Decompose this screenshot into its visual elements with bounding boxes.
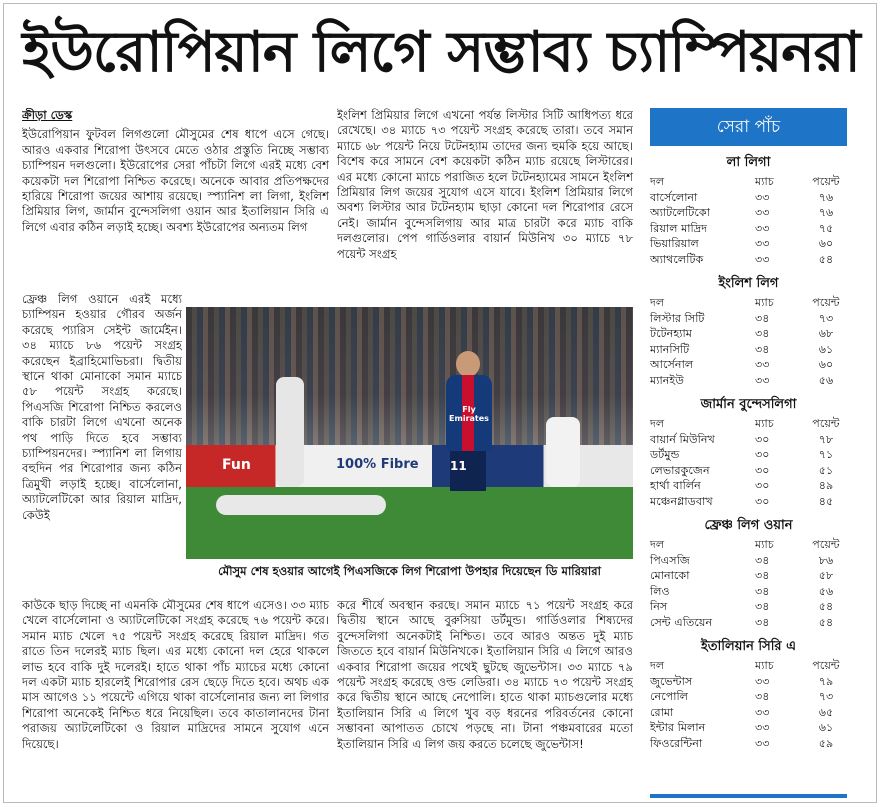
player-on-ground — [216, 495, 386, 515]
column-2-bottom — [337, 598, 633, 798]
league-table — [650, 416, 847, 509]
board-text-2: 100% Fibre — [336, 457, 419, 472]
team-cell: অ্যাটলেটিকো — [650, 206, 710, 219]
table-row — [650, 615, 847, 631]
header-cell: ম্যাচ — [755, 417, 774, 430]
table-header-row — [650, 658, 847, 674]
matches-cell: ৩৩ — [755, 237, 770, 250]
header-cell: পয়েন্ট — [812, 417, 840, 430]
points-cell: ৬০ — [818, 237, 834, 250]
matches-cell: ৩৪ — [755, 342, 770, 356]
points-cell: ৭৩ — [818, 311, 834, 325]
header-cell: দল — [650, 659, 665, 672]
header-cell: পয়েন্ট — [812, 659, 840, 672]
table-row — [650, 553, 847, 569]
table-row — [650, 674, 847, 690]
team-cell: ভিয়ারিয়াল — [650, 237, 699, 250]
league-title: ইংলিশ লিগ — [718, 276, 779, 291]
table-row — [650, 736, 847, 752]
league-title: লা লিগা — [726, 155, 771, 170]
article-text-1: ইউরোপিয়ান ফুটবল লিগগুলো মৌসুমের শেষ ধাপে এসে গেছে। আরও একবার শিরোপা উৎসবে মেতে ওঠার প্রস্তুতি নিচ্ছে সম্ভাব্য চ্যাম্পিয়ন দলগুলো। ইউরোপের সেরা পাঁচটা লিগে এরই মধ্যে বেশ কয়েকটা দল শিরোপা নিশ্চিত করেছে। অনেকে আবার প্রতিপক্ষদের হারিয়ে শিরোপা জয়ের আশায় রয়েছে। স্প্যানিশ লা লিগা, ইংলিশ প্রিমিয়ার লিগ, জার্মান বুন্দেসলিগা ওয়ান আর ইতালিয়ান সিরি এ লিগে এবার কঠিন লড়াই হচ্ছে। অবশ্য ইউরোপের অন্যতম লিগ — [22, 127, 329, 234]
column-1-top — [22, 108, 329, 288]
table-row — [650, 357, 847, 373]
matches-cell: ৩৪ — [755, 584, 770, 598]
matches-cell: ৩০ — [755, 432, 770, 446]
points-cell: ৪৯ — [818, 479, 834, 492]
shirt-sponsor: Fly Emirates — [449, 405, 489, 423]
team-cell: ডর্টমুন্ড — [650, 448, 680, 461]
matches-cell: ৩৩ — [755, 674, 770, 688]
table-row — [650, 599, 847, 615]
matches-cell: ৩০ — [755, 463, 770, 477]
table-row — [650, 326, 847, 342]
matches-cell: ৩৩ — [755, 221, 770, 235]
table-row — [650, 252, 847, 268]
header-cell: দল — [650, 417, 665, 430]
header-cell: পয়েন্ট — [812, 296, 840, 309]
table-row — [650, 478, 847, 494]
top-five-sidebar — [650, 108, 847, 751]
league-table — [650, 295, 847, 388]
team-cell: ইন্টার মিলান — [650, 721, 706, 734]
points-cell: ৭৬ — [818, 206, 834, 219]
matches-cell: ৩৪ — [755, 311, 770, 325]
points-cell: ৬১ — [818, 721, 834, 734]
team-cell: মঞ্চেনগ্লাডবাখ — [650, 494, 713, 508]
board-text-1: Fun — [222, 457, 251, 473]
sidebar-bottom-rule — [650, 794, 847, 798]
table-row — [650, 584, 847, 600]
header-cell: দল — [650, 538, 665, 551]
table-row — [650, 342, 847, 358]
team-cell: রিয়াল মাদ্রিদ — [650, 221, 708, 235]
matches-cell: ৩৩ — [755, 721, 770, 734]
matches-cell: ৩৩ — [755, 190, 770, 204]
table-row — [650, 205, 847, 221]
team-cell: আর্সেনাল — [650, 358, 694, 371]
article-text-4: ইংলিশ প্রিমিয়ার লিগে এখনো পর্যন্ত লিস্টার সিটি আধিপত্য ধরে রেখেছে। ৩৪ ম্যাচে ৭৩ পয়েন্ট সংগ্রহ করেছে তারা। তবে সমান ম্যাচে ৬৮ পয়েন্ট নিয়ে টটেনহ্যাম তাদের জন্য হুমকি হয়ে আছে। বিশেষ করে সামনে বেশ কয়েকটা কঠিন ম্যাচ রয়েছে লিস্টারের। এর মধ্যে কোনো ম্যাচে পরাজিত হলে টটেনহ্যামের সামনে ইংলিশ প্রিমিয়ার লিগ জয়ের সুযোগ এসে যাবে। ইংলিশ প্রিমিয়ার লিগে অবশ্য লিস্টার আর টটেনহ্যাম ছাড়া কোনো দল শিরোপার রেসে নেই। জার্মান বুন্দেসলিগায় আর মাত্র চারটা করে ম্যাচ বাকি দলগুলোর। পেপ গার্ডিওলার বায়ার্ন মিউনিখ ৩০ ম্যাচে ৭৮ পয়েন্ট সংগ্রহ — [337, 108, 633, 261]
matches-cell: ৩৩ — [755, 373, 770, 387]
league-table — [650, 537, 847, 630]
header-cell: ম্যাচ — [755, 538, 774, 551]
table-row — [650, 432, 847, 448]
table-row — [650, 494, 847, 510]
matches-cell: ৩৩ — [755, 705, 770, 719]
player-head — [456, 351, 480, 377]
team-cell: ফিওরেন্টিনা — [650, 736, 703, 750]
table-row — [650, 689, 847, 705]
points-cell: ৭৫ — [818, 221, 834, 235]
league-title: জার্মান বুন্দেসলিগা — [700, 397, 797, 412]
matches-cell: ৩৩ — [755, 358, 770, 371]
header-cell: ম্যাচ — [755, 175, 774, 188]
team-cell: মোনাকো — [650, 569, 690, 582]
header-cell: ম্যাচ — [755, 659, 774, 672]
header-cell: দল — [650, 296, 665, 309]
player-standing — [276, 377, 304, 487]
points-cell: ৬০ — [818, 358, 834, 371]
matches-cell: ৩৪ — [755, 569, 770, 582]
match-photo — [186, 307, 633, 559]
points-cell: ৭৯ — [818, 674, 834, 688]
points-cell: ৫৯ — [818, 736, 834, 750]
matches-cell: ৩০ — [755, 479, 770, 492]
team-cell: বায়ার্ন মিউনিখ — [650, 432, 715, 446]
team-cell: হার্থা বার্লিন — [650, 479, 701, 492]
team-cell: নেপোলি — [650, 690, 689, 703]
column-1-wrap — [22, 292, 182, 596]
matches-cell: ৩০ — [755, 448, 770, 461]
table-row — [650, 190, 847, 206]
header-cell: পয়েন্ট — [812, 175, 840, 188]
table-row — [650, 720, 847, 736]
matches-cell: ৩৪ — [755, 615, 770, 629]
table-row — [650, 447, 847, 463]
table-header-row — [650, 537, 847, 553]
table-row — [650, 463, 847, 479]
points-cell: ৫৬ — [818, 373, 834, 387]
team-cell: জুভেন্টাস — [650, 674, 693, 688]
matches-cell: ৩৪ — [755, 553, 770, 567]
header-cell: ম্যাচ — [755, 296, 774, 309]
points-cell: ৫৪ — [818, 252, 834, 266]
points-cell: ৫৮ — [818, 569, 834, 582]
team-cell: বার্সেলোনা — [650, 190, 698, 204]
table-row — [650, 705, 847, 721]
shirt-number: 11 — [450, 459, 467, 473]
byline: ক্রীড়া ডেস্ক — [22, 108, 73, 122]
points-cell: ৫৪ — [818, 600, 834, 613]
table-row — [650, 236, 847, 252]
team-cell: নিস — [650, 600, 668, 613]
points-cell: ৭৩ — [818, 690, 834, 703]
sidebar-title: সেরা পাঁচ — [650, 108, 847, 146]
points-cell: ৬৮ — [818, 327, 834, 340]
team-cell: টটেনহ্যাম — [650, 327, 692, 340]
points-cell: ৫১ — [818, 463, 834, 477]
matches-cell: ৩৩ — [755, 252, 770, 266]
table-header-row — [650, 295, 847, 311]
league-title: ফ্রেঞ্চ লিগ ওয়ান — [704, 518, 793, 533]
team-cell: সেন্ট এতিয়েন — [650, 615, 713, 629]
matches-cell: ৩৩ — [755, 736, 770, 750]
points-cell: ৫৬ — [818, 584, 834, 598]
league-table — [650, 174, 847, 267]
points-cell: ৭৬ — [818, 190, 834, 204]
points-cell: ৭৮ — [818, 432, 834, 446]
league-table — [650, 658, 847, 751]
team-cell: রোমা — [650, 705, 674, 719]
league-title: ইতালিয়ান সিরি এ — [701, 639, 796, 654]
points-cell: ৫৪ — [818, 615, 834, 629]
column-2-top — [337, 108, 633, 294]
matches-cell: ৩৪ — [755, 600, 770, 613]
team-cell: অ্যাথলেটিক — [650, 252, 704, 266]
player-bending — [546, 417, 580, 487]
table-row — [650, 373, 847, 389]
article-text-3: কাউকে ছাড় দিচ্ছে না এমনকি মৌসুমের শেষ ধাপে এসেও। ৩৩ ম্যাচ খেলে বার্সেলোনা ও অ্যাটলেটিকো সংগ্রহ করেছে ৭৬ পয়েন্ট করে। সমান ম্যাচ খেলে ৭৫ পয়েন্ট সংগ্রহ করেছে রিয়াল মাদ্রিদ। গত রাতে তিন দলেরই ম্যাচ ছিল। এর মধ্যে কোনো দল হেরে থাকলে লাভ হবে বাকি দুই দলেরই। হাতে থাকা পাঁচ ম্যাচের মধ্যে কোনো দল একটা ম্যাচ হারলেই শিরোপার রেস ছেড়ে দিতে হবে। অথচ এক মাস আগেও ১১ পয়েন্টে এগিয়ে থাকা বার্সেলোনার জন্য লা লিগার শিরোপা অনেকেই নিশ্চিত ধরে নিয়েছিল। তবে কাতালানদের টানা পরাজয় অ্যাটলেটিকো ও রিয়াল মাদ্রিদের সামনে সুযোগ এনে দিয়েছে। — [22, 598, 329, 751]
article-text-2: ফ্রেঞ্চ লিগ ওয়ানে এরই মধ্যে চ্যাম্পিয়ন হওয়ার গৌরব অর্জন করেছে প্যারিস সেইন্ট জার্মেইন। ৩৪ ম্যাচে ৮৬ পয়েন্ট সংগ্রহ করেছেন ইব্রাহিমোভিচরা। দ্বিতীয় স্থানে থাকা মোনাকো সমান ম্যাচে ৫৮ পয়েন্ট সংগ্রহ করেছে। পিএসজি শিরোপা নিশ্চিত করলেও বাকি চারটা লিগে এখনো অনেক পথ পাড়ি দিতে হবে সম্ভাব্য চ্যাম্পিয়নদের। স্প্যানিশ লা লিগায় বহুদিন পর শিরোপার জন্য কঠিন ত্রিমুখী লড়াই হচ্ছে। বার্সেলোনা, অ্যাটলেটিকো আর রিয়াল মাদ্রিদ, কেউই — [22, 292, 182, 522]
celebrating-player — [436, 347, 498, 519]
points-cell: ৭১ — [818, 448, 834, 461]
points-cell: ৮৬ — [818, 553, 834, 567]
headline: ইউরোপিয়ান লিগে সম্ভাব্য চ্যাম্পিয়নরা — [22, 19, 860, 85]
table-header-row — [650, 416, 847, 432]
table-row — [650, 568, 847, 584]
team-cell: লিস্টার সিটি — [650, 311, 705, 325]
matches-cell: ৩৪ — [755, 690, 770, 703]
team-cell: লেভারকুজেন — [650, 463, 710, 477]
article-text-5: করে শীর্ষে অবস্থান করছে। সমান ম্যাচে ৭১ পয়েন্ট সংগ্রহ করে দ্বিতীয় স্থানে আছে বুরুসিয়া ডর্টমুন্ড। গার্ডিওলার শিষ্যদের বুন্দেসলিগা অনেকটাই নিশ্চিত। তবে আরও অন্তত দুই ম্যাচ জিততে হবে বায়ার্ন মিউনিখকে। ইতালিয়ান সিরি এ লিগে আরও একবার শিরোপা জয়ের পথেই ছুটছে জুভেন্টাস। ৩৩ ম্যাচে ৭৯ পয়েন্ট সংগ্রহ করেছে ওল্ড লেডিরা। ৩৪ ম্যাচে ৭৩ পয়েন্ট সংগ্রহ করে দ্বিতীয় স্থানে আছে নেপোলি। হাতে থাকা ম্যাচগুলোর মধ্যে ইতালিয়ান সিরি এ লিগে খুব বড় ধরনের পরিবর্তনের কোনো সম্ভাবনা আপাতত চোখে পড়ছে না। টানা পঞ্চমবারের মতো ইতালিয়ান সিরি এ লিগ জয় করতে চলেছে জুভেন্টাস! — [337, 598, 633, 751]
header-cell: পয়েন্ট — [812, 538, 840, 551]
team-cell: লিও — [650, 584, 670, 598]
points-cell: ৬৫ — [818, 705, 834, 719]
table-header-row — [650, 174, 847, 190]
table-row — [650, 311, 847, 327]
league-tables — [650, 153, 847, 751]
table-row — [650, 221, 847, 237]
matches-cell: ৩০ — [755, 494, 770, 508]
column-1-bottom — [22, 598, 329, 798]
matches-cell: ৩৩ — [755, 206, 770, 219]
matches-cell: ৩৪ — [755, 327, 770, 340]
header-cell: দল — [650, 175, 665, 188]
team-cell: ম্যানইউ — [650, 373, 684, 387]
team-cell: ম্যানসিটি — [650, 342, 690, 356]
points-cell: ৪৫ — [818, 494, 834, 508]
photo-caption: মৌসুম শেষ হওয়ার আগেই পিএসজিকে লিগ শিরোপা উপহার দিয়েছেন ডি মারিয়ারা — [218, 564, 601, 578]
points-cell: ৬১ — [818, 342, 834, 356]
team-cell: পিএসজি — [650, 553, 690, 567]
